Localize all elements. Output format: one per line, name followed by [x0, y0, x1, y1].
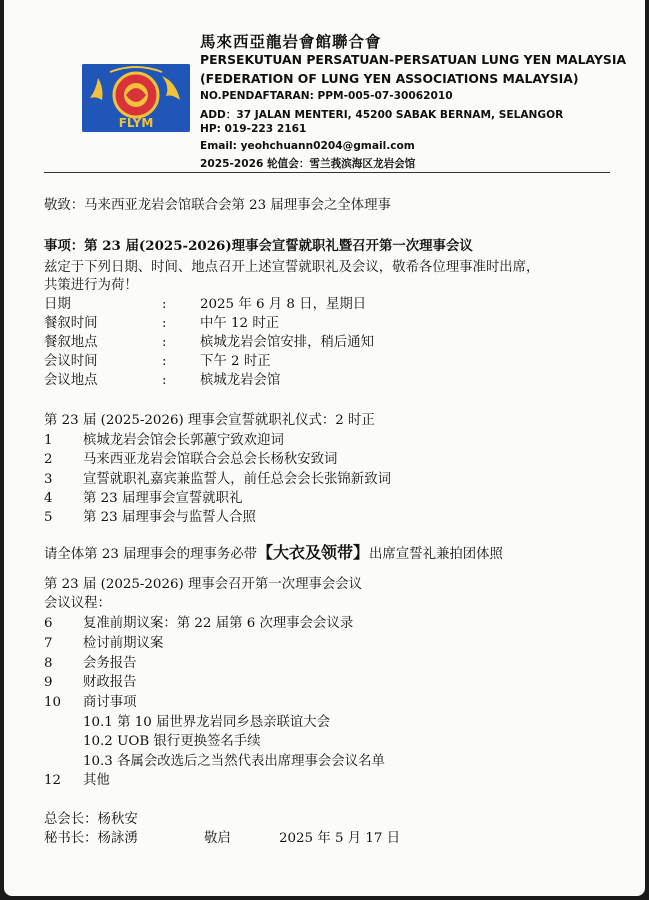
item-number: 7 [44, 636, 53, 651]
item-text: 复准前期议案：第 22 届第 6 次理事会会议录 [83, 616, 354, 631]
letter-page [4, 0, 645, 896]
agenda-item [44, 671, 137, 690]
org-name-malay: PERSEKUTUAN PERSATUAN-PERSATUAN LUNG YEN MALAYSIA [200, 52, 627, 67]
registration-number: NO.PENDAFTARAN: PPM-005-07-30062010 [200, 90, 453, 102]
detail-row [44, 350, 271, 369]
detail-label: 会议时间 [44, 354, 98, 369]
detail-value: 中午 12 时正 [200, 316, 280, 331]
agenda-item [44, 691, 137, 710]
detail-label: 会议地点 [44, 373, 98, 388]
item-number: 4 [44, 491, 53, 506]
detail-row [44, 312, 279, 331]
item-text: 槟城龙岩会馆会长郭蕙宁致欢迎词 [83, 433, 284, 448]
item-number: 2 [44, 452, 53, 467]
agenda-item [44, 652, 137, 671]
subject: 事项：第 23 届(2025-2026)理事会宣誓就职礼暨召开第一次理事会议 [44, 238, 473, 254]
dress-code-notice [44, 540, 503, 563]
item-number: 3 [44, 472, 53, 487]
item-number: 10 [44, 695, 62, 710]
detail-row [44, 293, 366, 312]
logo-text: FLYM [118, 116, 154, 130]
detail-value: 2025 年 6 月 8 日，星期日 [200, 297, 367, 312]
intro-line-2: 共策进行为荷！ [44, 278, 138, 293]
detail-label: 日期 [44, 297, 71, 312]
agenda-label: 会议议程： [44, 596, 111, 611]
phone: HP: 019-223 2161 [200, 123, 307, 135]
intro-line-1: 兹定于下列日期、时间、地点召开上述宣誓就职礼及会议，敬希各位理事准时出席， [44, 260, 540, 275]
item-number: 8 [44, 656, 53, 671]
item-number: 1 [44, 433, 53, 448]
item-text: 商讨事项 [83, 695, 137, 710]
list-item [44, 506, 256, 525]
letter-date: 2025 年 5 月 17 日 [279, 831, 401, 846]
regards: 敬启 [204, 831, 231, 846]
org-name-english: (FEDERATION OF LUNG YEN ASSOCIATIONS MALAYSIA) [200, 71, 579, 86]
organization-info [200, 30, 626, 173]
agenda-sub-item: 10.1 第 10 届世界龙岩同乡恳亲联谊大会 [83, 715, 331, 730]
item-number: 12 [44, 773, 62, 788]
address: ADD：37 JALAN MENTERI, 45200 SABAK BERNAM, SELANGOR [200, 108, 564, 121]
item-text: 其他 [83, 773, 110, 788]
secretary-signature: 秘书长：杨詠湧 [44, 831, 138, 846]
item-text: 财政报告 [83, 675, 137, 690]
header-divider [44, 172, 610, 173]
detail-colon: : [162, 297, 167, 312]
ceremony-title: 第 23 届 (2025-2026) 理事会宣誓就职礼仪式：2 时正 [44, 413, 375, 428]
org-name-chinese: 馬來西亞龍岩會館聯合會 [200, 32, 382, 51]
email: Email: yeohchuann0204@gmail.com [200, 139, 415, 152]
item-text: 马来西亚龙岩会馆联合会总会长杨秋安致词 [83, 452, 338, 467]
detail-value: 槟城龙岩会馆 [200, 373, 281, 388]
detail-colon: : [162, 373, 167, 388]
meeting-title: 第 23 届 (2025-2026) 理事会召开第一次理事会会议 [44, 577, 363, 592]
agenda-item [44, 612, 353, 631]
list-item [44, 487, 242, 506]
detail-row [44, 331, 374, 350]
list-item [44, 429, 284, 448]
item-text: 第 23 届理事会与监誓人合照 [83, 510, 256, 525]
dress-code-post: 出席宣誓礼兼拍团体照 [369, 547, 503, 562]
agenda-sub-item: 10.2 UOB 银行更换签名手续 [83, 734, 261, 749]
dress-code-emphasis: 【大衣及领带】 [257, 543, 370, 562]
detail-label: 餐叙地点 [44, 335, 98, 350]
item-text: 宣誓就职礼嘉宾兼监誓人，前任总会会长张锦新致词 [83, 472, 391, 487]
detail-value: 槟城龙岩会馆安排，稍后通知 [200, 335, 375, 350]
agenda-item [44, 632, 163, 651]
list-item [44, 468, 391, 487]
agenda-sub-item: 10.3 各属会改选后之当然代表出席理事会会议名单 [83, 754, 385, 769]
detail-colon: : [162, 335, 167, 350]
item-number: 5 [44, 510, 53, 525]
detail-colon: : [162, 316, 167, 331]
item-text: 检讨前期议案 [83, 636, 164, 651]
detail-value: 下午 2 时正 [200, 354, 271, 369]
association-logo [82, 64, 190, 132]
item-text: 会务报告 [83, 656, 137, 671]
item-number: 9 [44, 675, 53, 690]
list-item [44, 448, 337, 467]
detail-row [44, 369, 280, 388]
agenda-item [44, 769, 110, 788]
detail-label: 餐叙时间 [44, 316, 98, 331]
detail-colon: : [162, 354, 167, 369]
term-host: 2025-2026 轮值会：雪兰莪滨海区龙岩会馆 [200, 158, 416, 170]
president-signature: 总会长：杨秋安 [44, 812, 138, 827]
dress-code-pre: 请全体第 23 届理事会的理事务必带 [44, 547, 258, 562]
item-number: 6 [44, 616, 53, 631]
item-text: 第 23 届理事会宣誓就职礼 [83, 491, 243, 506]
salutation: 敬致：马来西亚龙岩会馆联合会第 23 届理事会之全体理事 [44, 198, 391, 213]
letterhead [4, 0, 645, 172]
